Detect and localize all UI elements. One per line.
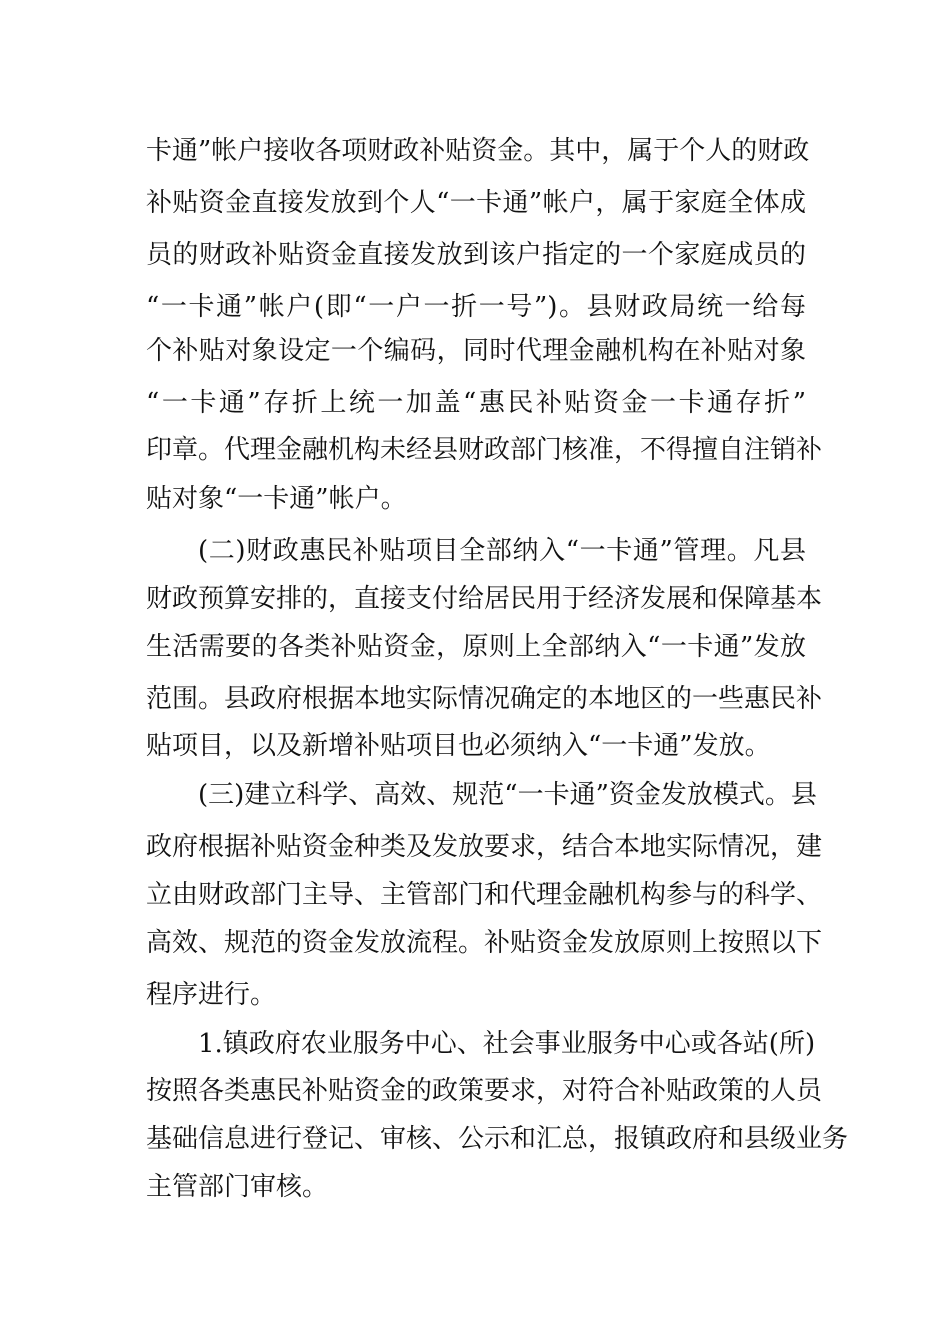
paragraph-2-line-4: 范围。县政府根据本地实际情况确定的本地区的一些惠民补 (146, 684, 823, 714)
paragraph-3-line-4: 高效、规范的资金发放流程。补贴资金发放原则上按照以下 (146, 928, 823, 958)
paragraph-3-line-3: 立由财政部门主导、主管部门和代理金融机构参与的科学、 (146, 880, 823, 910)
paragraph-1-line-7: 印章。代理金融机构未经县财政部门核准，不得擅自注销补 (146, 435, 823, 465)
paragraph-2-line-1: (二)财政惠民补贴项目全部纳入“一卡通”管理。凡县 (198, 536, 806, 566)
paragraph-3-line-2: 政府根据补贴资金种类及发放要求，结合本地实际情况，建 (146, 832, 823, 862)
paragraph-4-line-1: 1.镇政府农业服务中心、社会事业服务中心或各站(所) (198, 1029, 816, 1059)
paragraph-1-line-8: 贴对象“一卡通”帐户。 (146, 484, 407, 514)
paragraph-1-line-6: “一卡通”存折上统一加盖“惠民补贴资金一卡通存折” (146, 388, 806, 418)
paragraph-1-line-5: 个补贴对象设定一个编码，同时代理金融机构在补贴对象 (146, 336, 806, 366)
paragraph-3-line-1: (三)建立科学、高效、规范“一卡通”资金发放模式。县 (198, 780, 817, 810)
paragraph-4-line-4: 主管部门审核。 (146, 1172, 329, 1202)
paragraph-1-line-4: “一卡通”帐户(即“一户一折一号”)。县财政局统一给每 (146, 292, 806, 322)
paragraph-1-line-1: 卡通”帐户接收各项财政补贴资金。其中，属于个人的财政 (146, 136, 810, 166)
paragraph-4-line-2: 按照各类惠民补贴资金的政策要求，对符合补贴政策的人员 (146, 1076, 823, 1106)
paragraph-3-line-5: 程序进行。 (146, 980, 277, 1010)
paragraph-1-line-2: 补贴资金直接发放到个人“一卡通”帐户，属于家庭全体成 (146, 188, 806, 218)
paragraph-1-line-3: 员的财政补贴资金直接发放到该户指定的一个家庭成员的 (146, 240, 806, 270)
paragraph-4-line-3: 基础信息进行登记、审核、公示和汇总，报镇政府和县级业务 (146, 1124, 849, 1154)
paragraph-2-line-5: 贴项目，以及新增补贴项目也必须纳入“一卡通”发放。 (146, 731, 771, 761)
paragraph-2-line-3: 生活需要的各类补贴资金，原则上全部纳入“一卡通”发放 (146, 632, 806, 662)
paragraph-2-line-2: 财政预算安排的，直接支付给居民用于经济发展和保障基本 (146, 584, 823, 614)
